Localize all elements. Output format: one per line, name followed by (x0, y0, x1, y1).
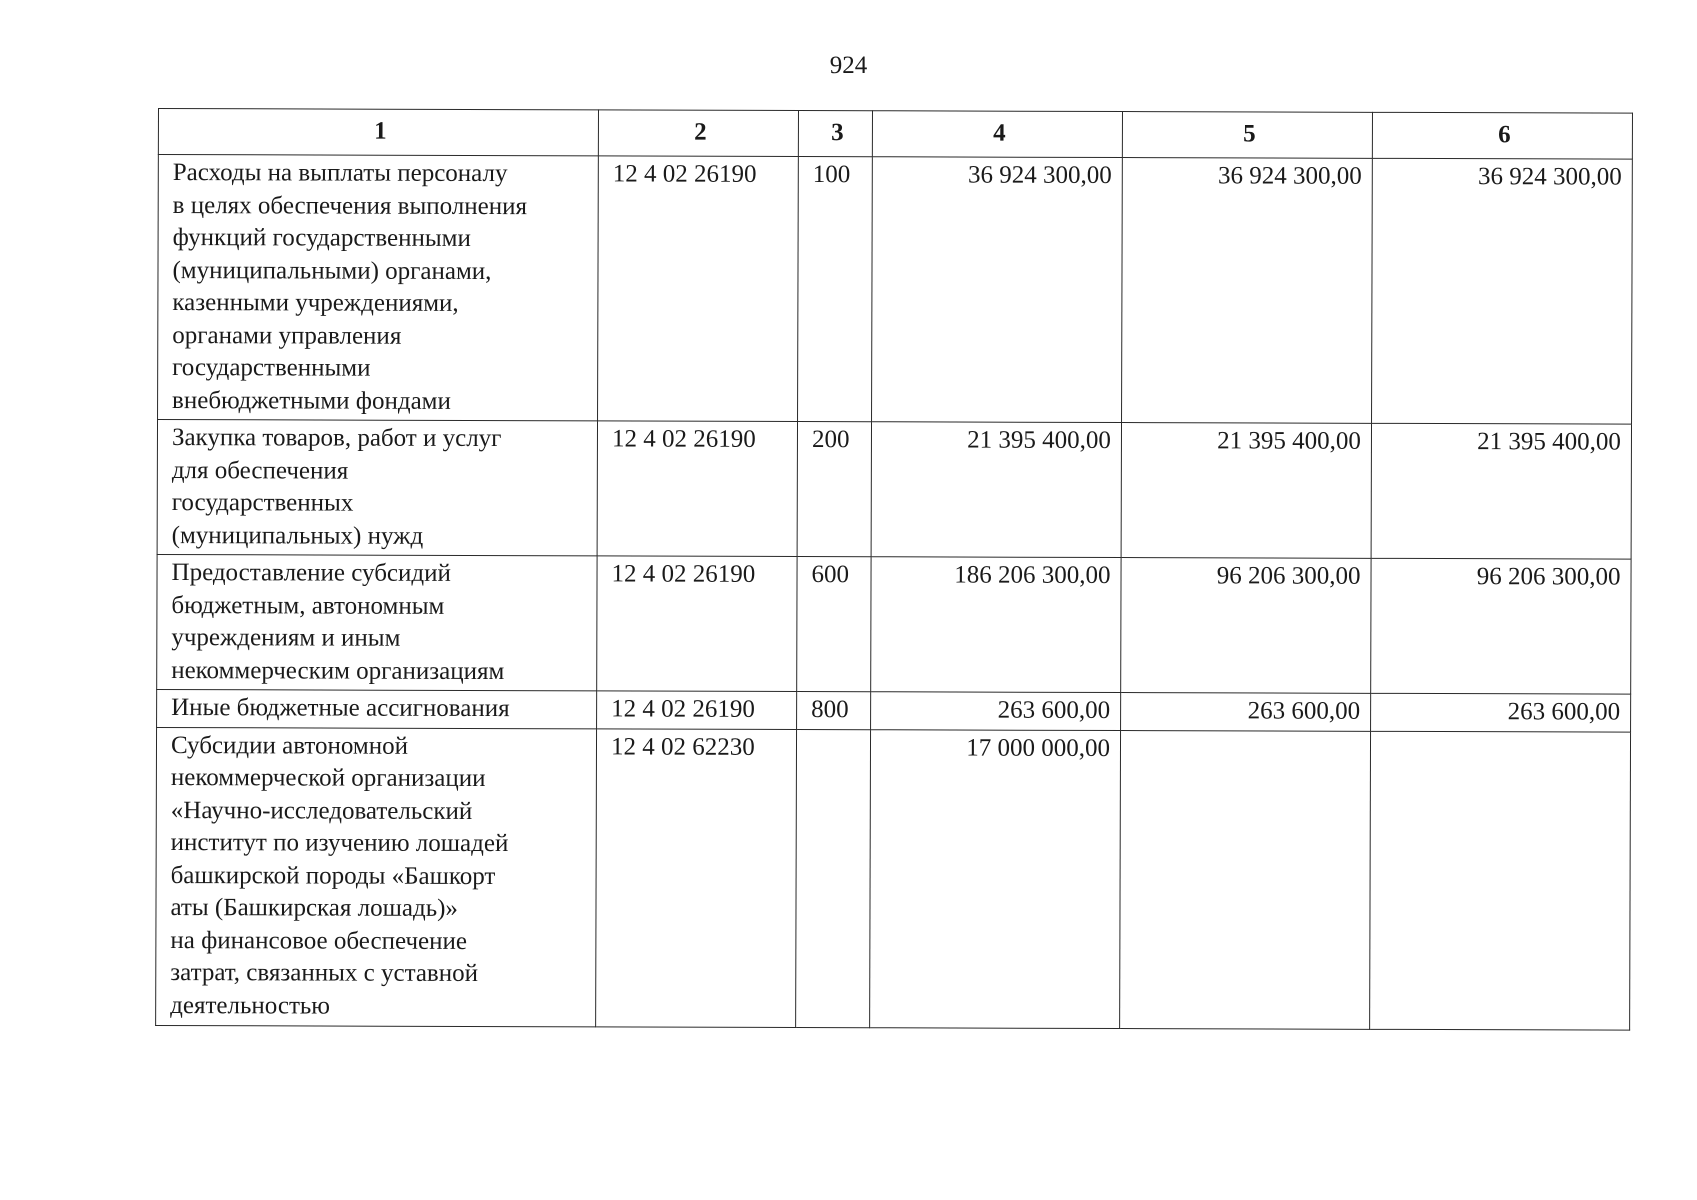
row-code: 12 4 02 26190 (597, 691, 797, 729)
row-value-4: 263 600,00 (871, 692, 1121, 730)
row-value-4: 17 000 000,00 (870, 729, 1121, 1028)
row-description: Субсидии автономной некоммерческой организации «Научно-исследовательский институт по изучению лошадей башкирской породы «Башкорт аты (Башкирская лошадь)» на финансовое обеспечение затрат, связанных с уставной деятельностью (156, 727, 597, 1026)
row-value-5 (1120, 730, 1371, 1029)
table-row (156, 727, 1631, 1030)
row-code: 12 4 02 26190 (597, 421, 797, 557)
row-value-6: 36 924 300,00 (1372, 158, 1633, 424)
row-value-6: 96 206 300,00 (1371, 558, 1631, 694)
row-code: 12 4 02 26190 (598, 156, 799, 422)
page-number: 924 (829, 52, 868, 79)
table-row (157, 689, 1631, 731)
row-description: Предоставление субсидий бюджетным, автономным учреждениям и иным некоммерческим организациям (157, 554, 597, 690)
header-col-6: 6 (1372, 112, 1632, 159)
row-code: 12 4 02 62230 (596, 728, 797, 1027)
row-value-5: 21 395 400,00 (1121, 423, 1371, 559)
row-description: Расходы на выплаты персоналу в целях обеспечения выполнения функций государственными (муниципальными) органами, казенными учреждениями, органами управления государственными внебюджетными фондами (158, 155, 599, 421)
row-description: Закупка товаров, работ и услуг для обеспечения государственных (муниципальных) нужд (157, 420, 597, 556)
table-row (158, 155, 1633, 425)
row-type: 100 (798, 157, 873, 422)
budget-table (155, 108, 1633, 1030)
header-col-3: 3 (798, 111, 872, 157)
row-type (796, 729, 871, 1027)
row-value-6: 21 395 400,00 (1371, 423, 1631, 559)
header-col-2: 2 (598, 110, 798, 157)
table-row (157, 554, 1631, 694)
row-description: Иные бюджетные ассигнования (157, 689, 597, 728)
row-type: 600 (797, 557, 871, 692)
row-value-5: 36 924 300,00 (1122, 158, 1373, 424)
row-value-6 (1370, 731, 1631, 1030)
row-value-4: 186 206 300,00 (871, 557, 1121, 693)
row-type: 800 (797, 692, 871, 730)
header-col-4: 4 (872, 111, 1122, 158)
row-code: 12 4 02 26190 (597, 556, 797, 692)
row-type: 200 (797, 422, 871, 557)
row-value-5: 96 206 300,00 (1121, 558, 1371, 694)
header-row (158, 109, 1632, 160)
row-value-6: 263 600,00 (1371, 693, 1631, 731)
row-value-4: 36 924 300,00 (872, 157, 1123, 423)
table-row (157, 420, 1631, 560)
header-col-1: 1 (158, 109, 598, 156)
row-value-4: 21 395 400,00 (871, 422, 1121, 558)
header-col-5: 5 (1122, 112, 1372, 159)
row-value-5: 263 600,00 (1121, 693, 1371, 731)
